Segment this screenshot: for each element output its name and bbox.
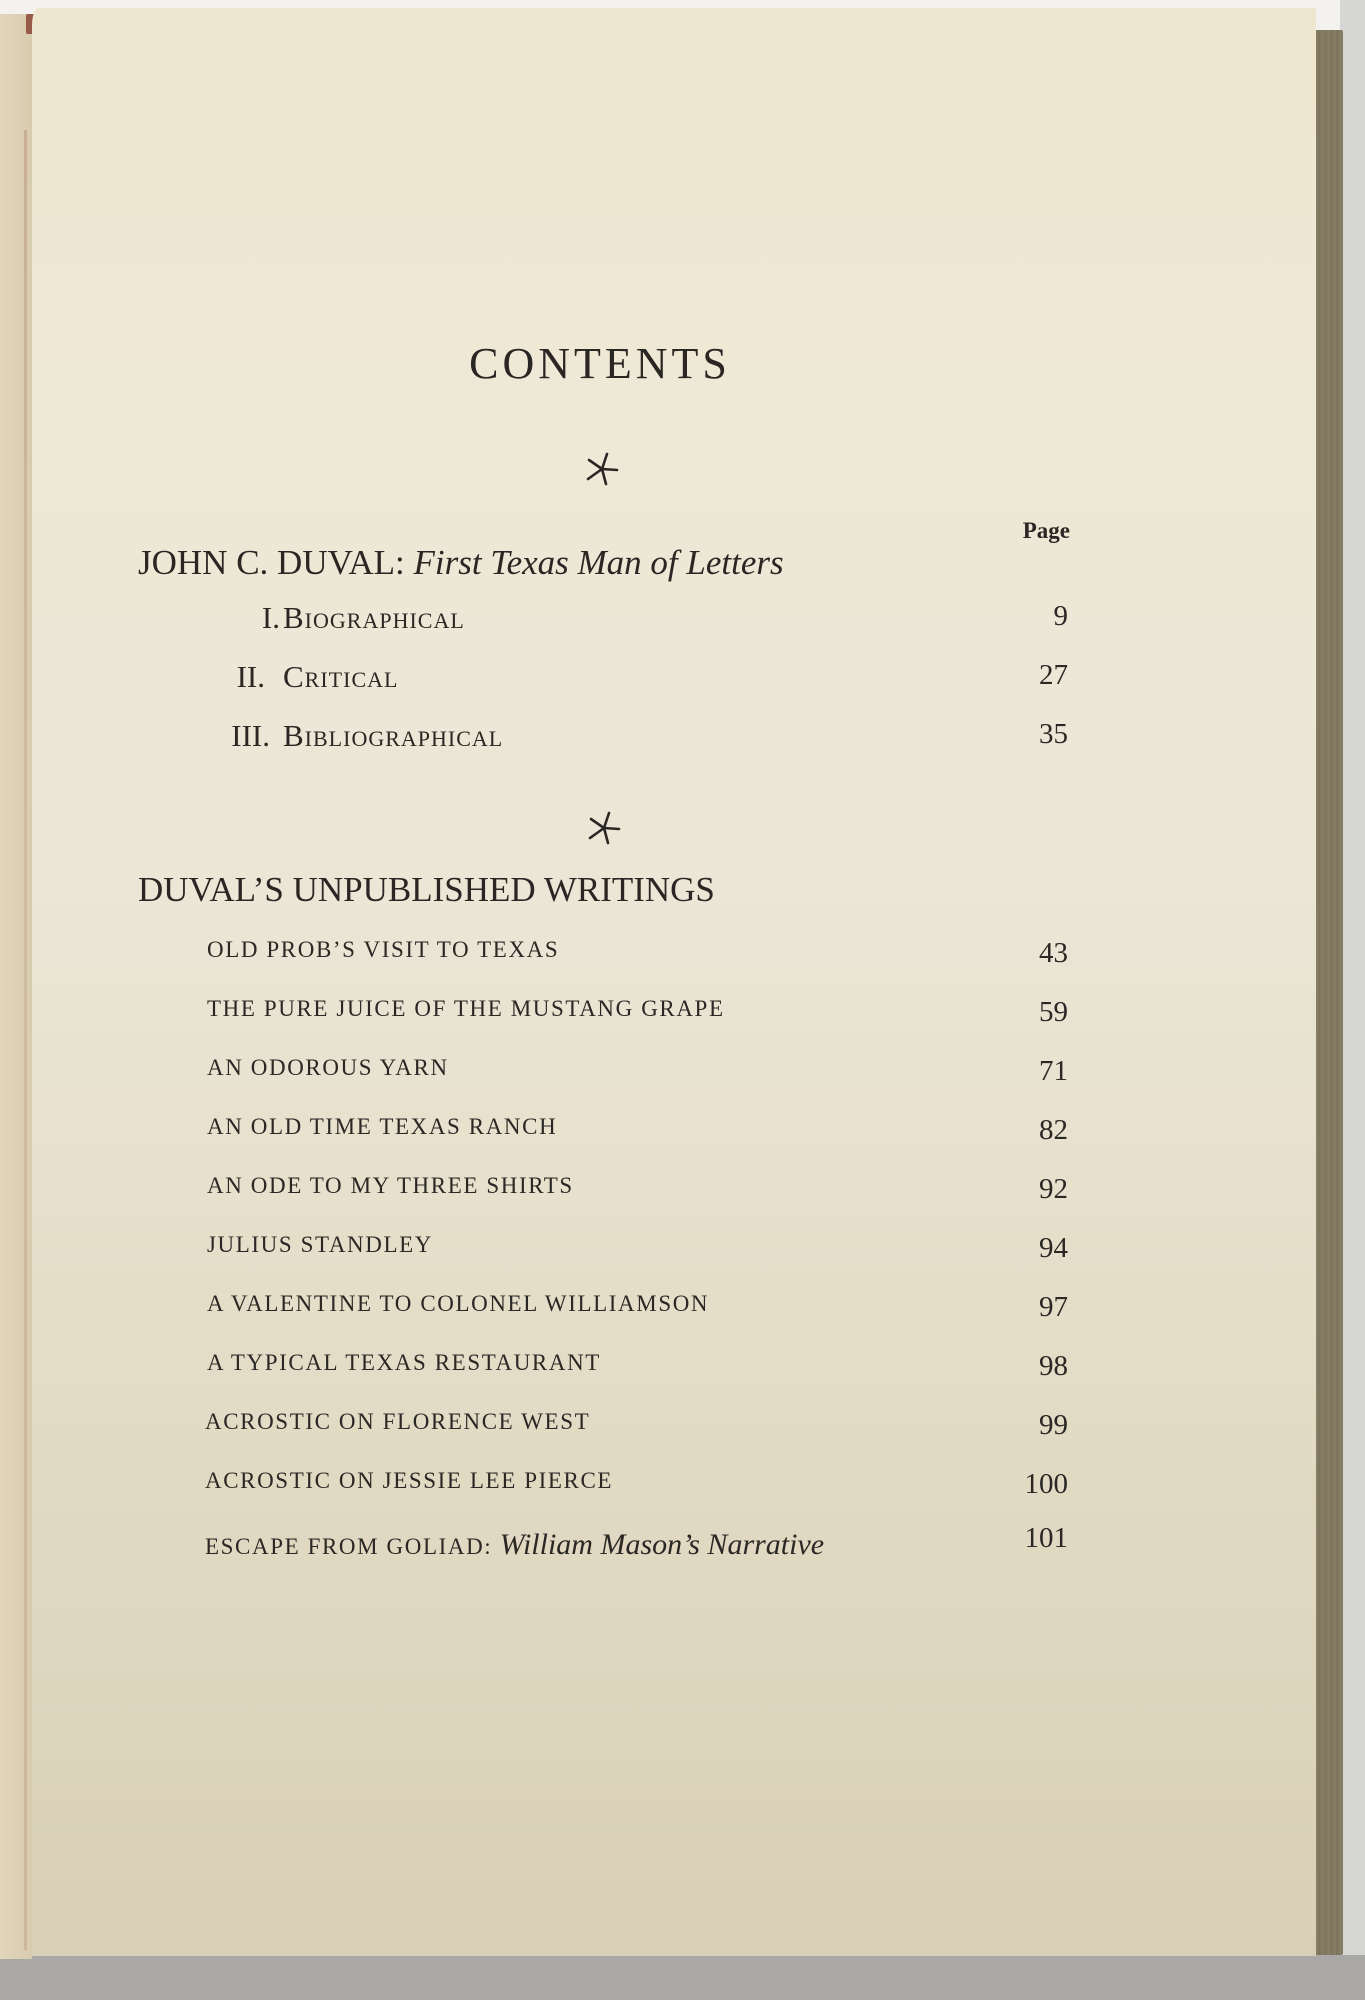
toc-entry-row[interactable] [0, 1522, 1365, 1562]
entry-label[interactable]: ACROSTIC ON FLORENCE WEST [205, 1409, 591, 1434]
entry-label[interactable]: A VALENTINE TO COLONEL WILLIAMSON [207, 1291, 710, 1316]
entry-label[interactable]: JULIUS STANDLEY [207, 1232, 433, 1257]
entry-label[interactable]: AN OLD TIME TEXAS RANCH [207, 1114, 558, 1139]
page-number: 71 [1039, 1055, 1068, 1087]
entry-label-main: ESCAPE FROM GOLIAD: [205, 1534, 493, 1559]
entry-label[interactable] [205, 1528, 824, 1562]
page-number: 59 [1039, 996, 1068, 1028]
entry-label[interactable]: THE PURE JUICE OF THE MUSTANG GRAPE [207, 996, 725, 1021]
toc-entry-row[interactable] [0, 1055, 1365, 1095]
toc-entry-row[interactable] [0, 937, 1365, 977]
toc-part-row[interactable] [0, 718, 1365, 758]
toc-entry-row[interactable] [0, 1173, 1365, 1213]
page-column-label: Page [1022, 518, 1070, 543]
toc-entry-row[interactable] [0, 1114, 1365, 1154]
section-heading-unpublished: DUVAL’S UNPUBLISHED WRITINGS [138, 870, 715, 909]
entry-label[interactable]: AN ODOROUS YARN [207, 1055, 449, 1080]
part-label[interactable]: Bibliographical [283, 718, 504, 753]
page-number: 35 [1039, 718, 1068, 750]
page-title: CONTENTS [469, 339, 731, 388]
entry-label[interactable]: AN ODE TO MY THREE SHIRTS [207, 1173, 574, 1198]
section-heading-subtitle: First Texas Man of Letters [413, 543, 784, 582]
entry-label-subtitle: William Mason’s Narrative [499, 1528, 825, 1561]
page-number: 82 [1039, 1114, 1068, 1146]
page-number: 94 [1039, 1232, 1068, 1264]
toc-entry-row[interactable] [0, 1232, 1365, 1272]
part-label[interactable]: Critical [283, 659, 399, 694]
toc-part-row[interactable] [0, 659, 1365, 699]
toc-entry-row[interactable] [0, 996, 1365, 1036]
section-heading-duval [138, 543, 784, 583]
asterisk-ornament-icon [582, 449, 622, 489]
page-number: 97 [1039, 1291, 1068, 1323]
entry-label[interactable]: OLD PROB’S VISIT TO TEXAS [207, 937, 560, 962]
page-number: 92 [1039, 1173, 1068, 1205]
page-number: 100 [1024, 1468, 1068, 1500]
toc-part-row[interactable] [0, 600, 1365, 640]
toc-entry-row[interactable] [0, 1350, 1365, 1390]
toc-entry-row[interactable] [0, 1409, 1365, 1449]
page-number: 98 [1039, 1350, 1068, 1382]
toc-entry-row[interactable] [0, 1468, 1365, 1508]
page-number: 9 [1053, 600, 1068, 632]
page-number: 99 [1039, 1409, 1068, 1441]
part-label[interactable]: Biographical [283, 600, 465, 635]
entry-label[interactable]: ACROSTIC ON JESSIE LEE PIERCE [205, 1468, 614, 1493]
asterisk-ornament-icon [584, 808, 624, 848]
section-heading-main: JOHN C. DUVAL: [138, 543, 405, 582]
part-numeral: II. [236, 659, 265, 694]
page-number: 43 [1039, 937, 1068, 969]
page-number: 101 [1024, 1522, 1068, 1554]
page-number: 27 [1039, 659, 1068, 691]
entry-label[interactable]: A TYPICAL TEXAS RESTAURANT [207, 1350, 601, 1375]
part-numeral: I. [261, 600, 280, 635]
toc-entry-row[interactable] [0, 1291, 1365, 1331]
part-numeral: III. [231, 718, 270, 753]
